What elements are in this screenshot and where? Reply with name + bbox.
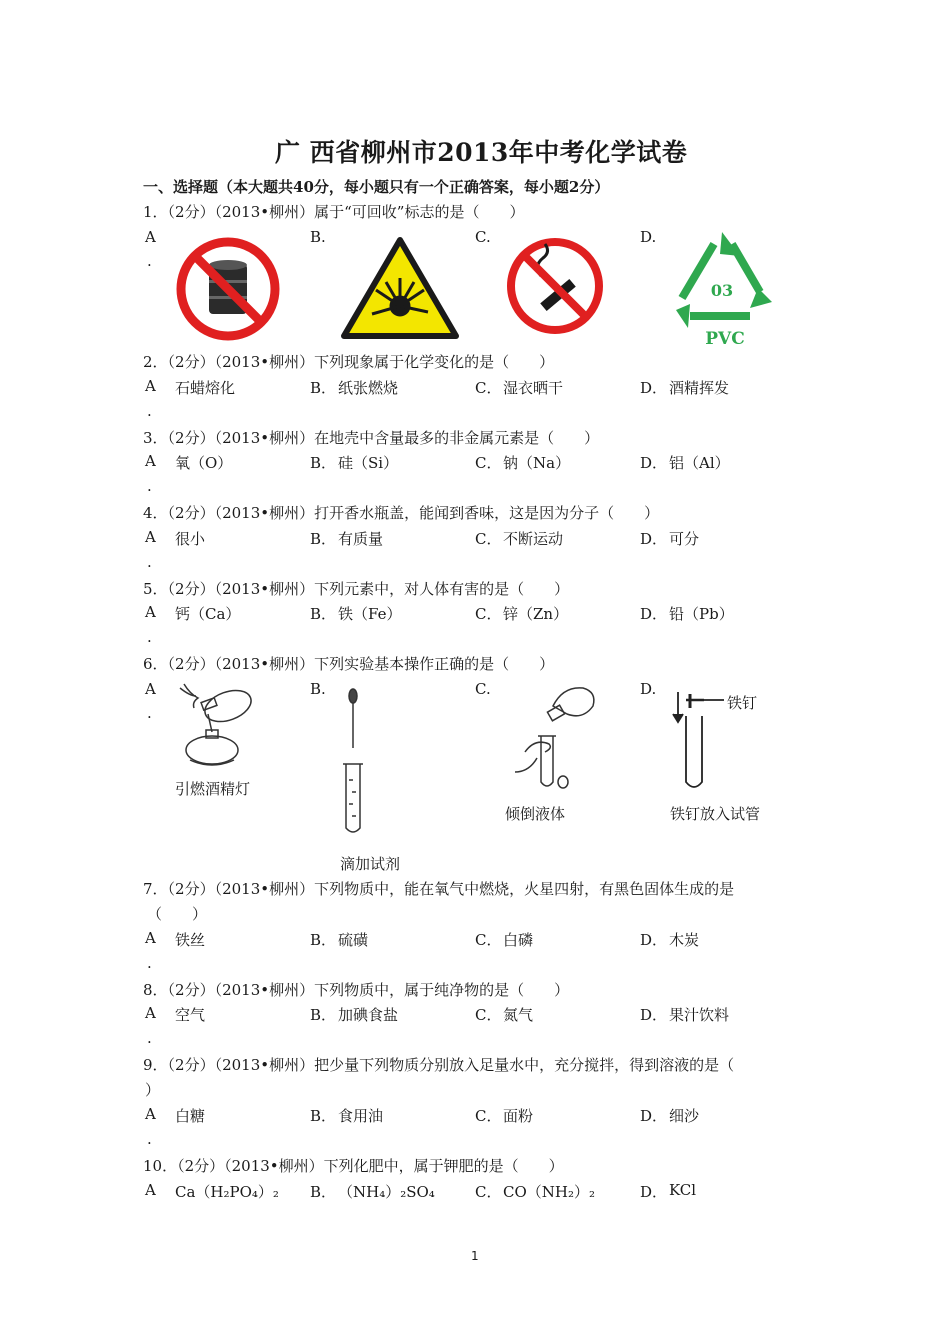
q5-option-a-text: 钙（Ca） (175, 605, 241, 623)
q5-option-b-text: 铁（Fe） (338, 605, 402, 623)
option-dot: . (147, 628, 152, 646)
option-dot: . (147, 553, 152, 571)
q3-option-a-text: 氧（O） (175, 454, 233, 472)
q8-option-b-letter: B． (310, 1006, 337, 1024)
question-9-stem: 9．（2分）（2013•柳州）把少量下列物质分别放入足量水中，充分搅拌，得到溶液的是（ (143, 1056, 735, 1074)
q7-option-d-letter: D． (640, 931, 668, 949)
q5-option-d-letter: D． (640, 605, 668, 623)
q3-option-c-text: 钠（Na） (503, 454, 571, 472)
q7-option-c-letter: C． (475, 931, 502, 949)
q1-option-a-letter: A (145, 228, 156, 246)
q6-caption-d: 铁钉放入试管 (670, 805, 761, 823)
option-dot: . (147, 402, 152, 420)
q2-option-b-letter: B． (310, 379, 337, 397)
recycle-pvc-icon (668, 230, 778, 348)
q9-option-c-text: 面粉 (503, 1107, 534, 1125)
q10-option-d-text: KCl (669, 1181, 697, 1199)
q6-caption-c: 倾倒液体 (505, 805, 566, 823)
q4-option-a-letter: A (145, 528, 156, 546)
q4-option-d-text: 可分 (669, 530, 700, 548)
question-4-stem: 4．（2分）（2013•柳州）打开香水瓶盖，能闻到香味，这是因为分子（ ） (143, 504, 660, 522)
q6-option-b-letter: B. (310, 680, 326, 698)
q8-option-c-text: 氮气 (503, 1006, 534, 1024)
q2-option-c-letter: C． (475, 379, 502, 397)
q6-option-d-letter: D. (640, 680, 657, 698)
q9-option-a-text: 白糖 (175, 1107, 206, 1125)
option-dot: . (147, 1130, 152, 1148)
q7-option-b-letter: B． (310, 931, 337, 949)
q2-option-d-text: 酒精挥发 (669, 379, 730, 397)
no-oil-drum-icon (175, 236, 281, 342)
q6-caption-b: 滴加试剂 (340, 855, 401, 873)
pouring-liquid-illustration (505, 682, 605, 797)
section-heading: 一、选择题（本大题共40分，每小题只有一个正确答案，每小题2分） (143, 178, 610, 196)
q9-option-b-text: 食用油 (338, 1107, 384, 1125)
q2-option-b-text: 纸张燃烧 (338, 379, 399, 397)
recycle-number: 03 (710, 281, 734, 300)
option-dot: . (147, 1029, 152, 1047)
q7-option-d-text: 木炭 (669, 931, 700, 949)
q3-option-a-letter: A (145, 452, 156, 470)
q3-option-d-text: 铝（Al） (669, 454, 730, 472)
q4-option-c-letter: C． (475, 530, 502, 548)
q5-option-c-text: 锌（Zn） (503, 605, 569, 623)
nail-label: 铁钉 (727, 694, 758, 712)
q8-option-d-letter: D． (640, 1006, 668, 1024)
q3-option-b-letter: B． (310, 454, 337, 472)
q7-option-b-text: 硫磺 (338, 931, 369, 949)
question-7-stem: 7．（2分）（2013•柳州）下列物质中，能在氧气中燃烧，火星四射，有黑色固体生成的是 (143, 880, 735, 898)
q7-option-a-letter: A (145, 929, 156, 947)
q4-option-b-letter: B． (310, 530, 337, 548)
q8-option-b-text: 加碘食盐 (338, 1006, 399, 1024)
q5-option-c-letter: C． (475, 605, 502, 623)
page-number: 1 (471, 1249, 479, 1263)
q6-option-c-letter: C. (475, 680, 491, 698)
nail-test-tube-illustration (670, 690, 725, 795)
q7-option-a-text: 铁丝 (175, 931, 206, 949)
question-6-stem: 6．（2分）（2013•柳州）下列实验基本操作正确的是（ ） (143, 655, 555, 673)
q4-option-b-text: 有质量 (338, 530, 384, 548)
question-2-stem: 2．（2分）（2013•柳州）下列现象属于化学变化的是（ ） (143, 353, 555, 371)
option-dot: . (147, 704, 152, 722)
no-smoking-icon (505, 236, 605, 336)
q2-option-d-letter: D． (640, 379, 668, 397)
option-dot: . (147, 477, 152, 495)
question-8-stem: 8．（2分）（2013•柳州）下列物质中，属于纯净物的是（ ） (143, 981, 570, 999)
q6-option-a-letter: A (145, 680, 156, 698)
question-5-stem: 5．（2分）（2013•柳州）下列元素中，对人体有害的是（ ） (143, 580, 570, 598)
q10-option-d-letter: D． (640, 1183, 668, 1201)
q1-option-b-letter: B. (310, 228, 326, 246)
question-7-stem-continued: （ ） (147, 905, 208, 923)
question-9-stem-continued: ） (145, 1081, 161, 1099)
q9-option-d-text: 细沙 (669, 1107, 700, 1125)
q8-option-d-text: 果汁饮料 (669, 1006, 730, 1024)
q4-option-a-text: 很小 (175, 530, 206, 548)
q9-option-b-letter: B． (310, 1107, 337, 1125)
q5-option-b-letter: B． (310, 605, 337, 623)
q10-option-c-text: CO（NH₂）₂ (503, 1183, 596, 1201)
q1-option-d-letter: D. (640, 228, 657, 246)
q9-option-a-letter: A (145, 1105, 156, 1123)
q10-option-b-letter: B． (310, 1183, 337, 1201)
q4-option-c-text: 不断运动 (503, 530, 564, 548)
q10-option-a-text: Ca（H₂PO₄）₂ (175, 1183, 279, 1201)
q6-caption-a: 引燃酒精灯 (175, 780, 251, 798)
recycle-label: PVC (705, 329, 745, 349)
q9-option-d-letter: D． (640, 1107, 668, 1125)
q2-option-a-text: 石蜡熔化 (175, 379, 236, 397)
q8-option-a-letter: A (145, 1004, 156, 1022)
q10-option-b-text: （NH₄）₂SO₄ (338, 1183, 435, 1201)
q5-option-d-text: 铅（Pb） (669, 605, 734, 623)
q5-option-a-letter: A (145, 603, 156, 621)
q1-option-c-letter: C. (475, 228, 491, 246)
option-dot: . (147, 954, 152, 972)
alcohol-lamp-lighting-illustration (172, 680, 262, 775)
dropper-test-tube-illustration (338, 688, 368, 838)
q10-option-a-letter: A (145, 1181, 156, 1199)
q2-option-c-text: 湿衣晒干 (503, 379, 564, 397)
q3-option-d-letter: D． (640, 454, 668, 472)
explosive-warning-icon (340, 236, 460, 340)
option-dot: . (147, 252, 152, 270)
q3-option-c-letter: C． (475, 454, 502, 472)
q7-option-c-text: 白磷 (503, 931, 534, 949)
q8-option-c-letter: C． (475, 1006, 502, 1024)
page-title: 广 西省柳州市2013年中考化学试卷 (275, 138, 688, 167)
q2-option-a-letter: A (145, 377, 156, 395)
q10-option-c-letter: C． (475, 1183, 502, 1201)
q8-option-a-text: 空气 (175, 1006, 206, 1024)
question-10-stem: 10．（2分）（2013•柳州）下列化肥中，属于钾肥的是（ ） (143, 1157, 564, 1175)
question-1-stem: 1．（2分）（2013•柳州）属于“可回收”标志的是（ ） (143, 203, 525, 221)
q9-option-c-letter: C． (475, 1107, 502, 1125)
q4-option-d-letter: D． (640, 530, 668, 548)
q3-option-b-text: 硅（Si） (338, 454, 399, 472)
question-3-stem: 3．（2分）（2013•柳州）在地壳中含量最多的非金属元素是（ ） (143, 429, 600, 447)
